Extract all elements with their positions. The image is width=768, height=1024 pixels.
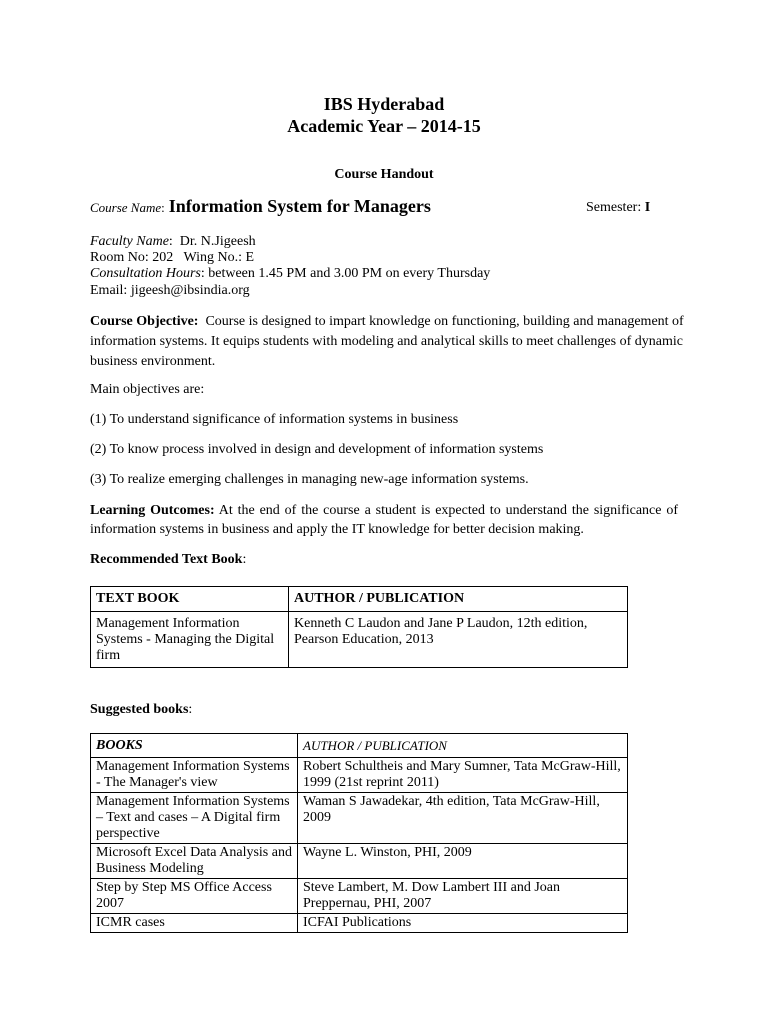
table-cell: ICFAI Publications — [298, 914, 628, 933]
table-row — [91, 844, 628, 879]
suggested-heading — [90, 702, 192, 718]
course-objective — [90, 312, 684, 372]
outcomes-line-2: information systems in business and apply the IT knowledge for better decision making. — [90, 522, 584, 537]
outcomes-label: Learning Outcomes: — [90, 503, 215, 518]
table-cell: Step by Step MS Office Access 2007 — [91, 879, 298, 914]
objective-line-1: Course is designed to impart knowledge on functioning, building and management of — [205, 314, 684, 329]
outcomes-line-1: At the end of the course a student is expected to understand the significance of — [218, 503, 679, 518]
table-cell: Robert Schultheis and Mary Sumner, Tata McGraw-Hill, 1999 (21st reprint 2011) — [298, 758, 628, 793]
table-header-row — [91, 734, 628, 758]
objective-line-3: business environment. — [90, 354, 216, 369]
course-name-sep: : — [161, 200, 165, 215]
suggested-table — [90, 733, 628, 933]
table-cell: Management Information Systems - Managing the Digital firm — [91, 612, 289, 668]
faculty-name-value: : Dr. N.Jigeesh — [168, 234, 256, 249]
table-cell: Management Information Systems – Text and cases – A Digital firm perspective — [91, 793, 298, 844]
room-line: Room No: 202 Wing No.: E — [90, 250, 255, 265]
main-objectives-intro: Main objectives are: — [90, 382, 205, 397]
table-cell: Kenneth C Laudon and Jane P Laudon, 12th edition, Pearson Education, 2013 — [289, 612, 628, 668]
table-header-cell: TEXT BOOK — [91, 587, 289, 612]
semester-value: I — [644, 200, 651, 215]
consultation-line — [90, 265, 490, 282]
table-cell: Steve Lambert, M. Dow Lambert III and Joan Preppernau, PHI, 2007 — [298, 879, 628, 914]
table-row — [91, 612, 628, 668]
objective-item-3: (3) To realize emerging challenges in managing new-age information systems. — [90, 472, 529, 487]
consultation-value: : between 1.45 PM and 3.00 PM on every Thursday — [200, 266, 491, 281]
table-cell: Management Information Systems - The Manager's view — [91, 758, 298, 793]
table-row — [91, 914, 628, 933]
institution-title: IBS Hyderabad — [323, 94, 445, 114]
faculty-name-line — [90, 233, 256, 250]
recommended-heading — [90, 552, 246, 568]
semester-label: Semester: — [586, 200, 642, 215]
table-row — [91, 879, 628, 914]
objective-label: Course Objective: — [90, 314, 199, 329]
semester — [586, 200, 650, 216]
table-cell: Microsoft Excel Data Analysis and Business Modeling — [91, 844, 298, 879]
table-header-row — [91, 587, 628, 612]
email-line: Email: jigeesh@ibsindia.org — [90, 283, 250, 298]
objective-item-2: (2) To know process involved in design and development of information systems — [90, 442, 544, 457]
table-header-cell: AUTHOR / PUBLICATION — [298, 734, 628, 758]
course-name-value: Information System for Managers — [168, 196, 431, 216]
table-row — [91, 793, 628, 844]
course-name-line — [90, 196, 431, 217]
suggested-label: Suggested books — [90, 702, 189, 717]
objective-item-1: (1) To understand significance of information systems in business — [90, 412, 459, 427]
recommended-colon: : — [242, 552, 247, 567]
learning-outcomes — [90, 501, 678, 539]
table-cell: ICMR cases — [91, 914, 298, 933]
table-header-cell: BOOKS — [91, 734, 298, 758]
handout-title: Course Handout — [334, 167, 434, 182]
table-cell: Wayne L. Winston, PHI, 2009 — [298, 844, 628, 879]
recommended-label: Recommended Text Book — [90, 552, 243, 567]
table-cell: Waman S Jawadekar, 4th edition, Tata McGraw-Hill, 2009 — [298, 793, 628, 844]
consultation-label: Consultation Hours — [90, 266, 201, 281]
academic-year: Academic Year – 2014-15 — [287, 116, 481, 136]
recommended-table — [90, 586, 628, 668]
faculty-name-label: Faculty Name — [90, 234, 169, 249]
objective-line-2: information systems. It equips students with modeling and analytical skills to meet challenges of dynamic — [90, 334, 683, 349]
suggested-colon: : — [188, 702, 193, 717]
table-row — [91, 758, 628, 793]
table-header-cell: AUTHOR / PUBLICATION — [289, 587, 628, 612]
course-name-label: Course Name — [90, 200, 162, 215]
